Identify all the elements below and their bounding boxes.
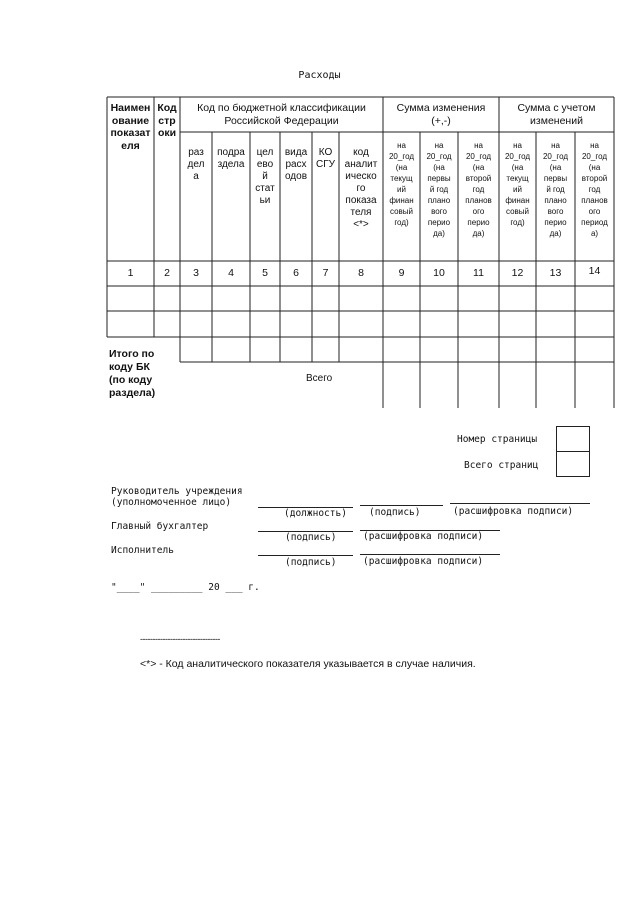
total-pages-box[interactable]	[556, 451, 590, 477]
form-title: Расходы	[298, 70, 341, 81]
footnote-text: <*> - Код аналитического показателя указывается в случае наличия.	[140, 658, 476, 670]
head-position-caption: (должность)	[284, 508, 347, 519]
header-total-current-year: на 20_год (на текущ ий финан совый год)	[504, 141, 531, 227]
header-razdel: раз дел а	[187, 147, 205, 182]
executor-signature-line[interactable]	[258, 555, 353, 556]
header-change-second-plan-year: на 20_год (на второй год планов ого перио да)	[465, 141, 492, 238]
vsego-label: Всего	[306, 373, 333, 384]
header-analytic-code: код аналит ическо го показа теля <*>	[344, 147, 378, 230]
accountant-signature-caption: (подпись)	[285, 532, 337, 543]
header-bk-code-group: Код по бюджетной классификации Российской Федерации	[197, 102, 366, 127]
accountant-label: Главный бухгалтер	[111, 521, 209, 532]
col-number-9: 9	[398, 267, 405, 279]
col-number-13: 13	[549, 267, 562, 279]
page-number-box[interactable]	[556, 426, 590, 452]
header-statya: цел ево й стат ьи	[255, 147, 275, 206]
executor-label: Исполнитель	[111, 545, 174, 556]
col-number-12: 12	[511, 267, 524, 279]
col-number-8: 8	[358, 267, 364, 279]
head-decoding-caption: (расшифровка подписи)	[453, 506, 574, 517]
header-vid-rashodov: вида расх одов	[284, 147, 308, 182]
col-number-10: 10	[433, 267, 445, 279]
head-signature-line[interactable]	[360, 505, 443, 506]
col-number-1: 1	[127, 267, 134, 279]
header-total-sum-group: Сумма с учетом изменений	[517, 102, 596, 127]
header-total-first-plan-year: на 20_год (на первы й год плано вого перио да)	[542, 141, 569, 238]
header-indicator-name: Наимен ование показат еля	[110, 102, 151, 152]
col-number-7: 7	[322, 267, 329, 279]
header-change-first-plan-year: на 20_год (на первы й год плано вого перио да)	[426, 141, 452, 238]
page-number-label: Номер страницы	[457, 434, 538, 445]
col-number-14: 14	[588, 265, 601, 277]
header-change-sum-group: Сумма изменения (+,-)	[396, 102, 486, 127]
col-number-11: 11	[473, 267, 484, 279]
col-number-3: 3	[193, 267, 199, 279]
head-label: Руководитель учреждения (уполномоченное лицо)	[111, 486, 243, 508]
total-pages-label: Всего страниц	[464, 460, 539, 471]
col-number-5: 5	[262, 267, 268, 279]
col-number-2: 2	[164, 267, 170, 279]
header-change-current-year: на 20_год (на текущ ий финан совый год)	[388, 141, 415, 227]
executor-decoding-line[interactable]	[360, 554, 500, 555]
col-number-4: 4	[228, 267, 234, 279]
header-podrazdel: подра здела	[217, 147, 245, 170]
executor-decoding-caption: (расшифровка подписи)	[363, 556, 484, 567]
executor-signature-caption: (подпись)	[285, 557, 337, 568]
header-kosgu: КО СГУ	[316, 147, 335, 170]
col-number-6: 6	[293, 267, 299, 279]
header-row-code: Код стр оки	[157, 102, 177, 139]
accountant-decoding-caption: (расшифровка подписи)	[363, 531, 484, 542]
footnote-separator: --------------------------------	[140, 634, 220, 644]
head-signature-caption: (подпись)	[369, 507, 421, 518]
head-decoding-line[interactable]	[450, 503, 590, 504]
header-total-second-plan-year: на 20_год (на второй год планов ого период а)	[581, 141, 608, 238]
date-line: "____" _________ 20 ___ г.	[111, 582, 260, 593]
itogo-label: Итого по коду БК (по коду раздела)	[109, 348, 156, 399]
